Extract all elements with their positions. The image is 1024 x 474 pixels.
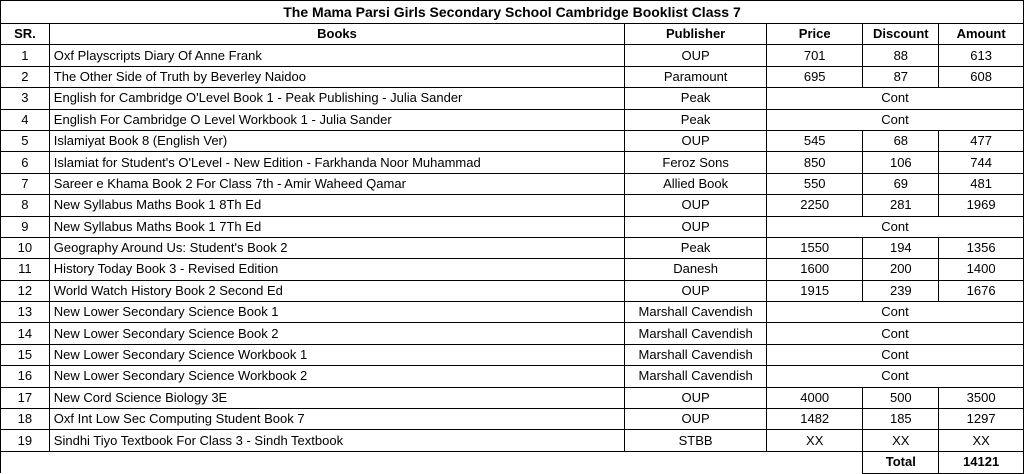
cell-price: XX — [767, 430, 863, 451]
header-amount: Amount — [939, 24, 1024, 45]
cell-publisher: Peak — [625, 109, 767, 130]
cell-publisher: STBB — [625, 430, 767, 451]
cell-sr: 19 — [1, 430, 50, 451]
cell-book: Islamiyat Book 8 (English Ver) — [49, 130, 624, 151]
cell-book: World Watch History Book 2 Second Ed — [49, 280, 624, 301]
cell-sr: 9 — [1, 216, 50, 237]
table-row — [1, 430, 1024, 451]
table-row — [1, 216, 1024, 237]
title-row — [1, 1, 1024, 24]
table-row — [1, 387, 1024, 408]
header-publisher: Publisher — [625, 24, 767, 45]
cell-price: 550 — [767, 173, 863, 194]
cell-cont: Cont — [767, 366, 1024, 387]
cell-book: Sindhi Tiyo Textbook For Class 3 - Sindh Textbook — [49, 430, 624, 451]
table-row — [1, 409, 1024, 430]
booklist-title: The Mama Parsi Girls Secondary School Cambridge Booklist Class 7 — [1, 1, 1024, 24]
cell-amount: 1969 — [939, 195, 1024, 216]
cell-amount: 3500 — [939, 387, 1024, 408]
table-row — [1, 173, 1024, 194]
cell-publisher: OUP — [625, 387, 767, 408]
cell-sr: 17 — [1, 387, 50, 408]
table-row — [1, 66, 1024, 87]
cell-sr: 1 — [1, 45, 50, 66]
header-sr: SR. — [1, 24, 50, 45]
cell-book: Islamiat for Student's O'Level - New Edition - Farkhanda Noor Muhammad — [49, 152, 624, 173]
table-row — [1, 195, 1024, 216]
cell-discount: 185 — [863, 409, 939, 430]
cell-publisher: Marshall Cavendish — [625, 344, 767, 365]
cell-book: New Syllabus Maths Book 1 8Th Ed — [49, 195, 624, 216]
cell-discount: 500 — [863, 387, 939, 408]
cell-publisher: OUP — [625, 130, 767, 151]
cell-cont: Cont — [767, 302, 1024, 323]
cell-cont: Cont — [767, 216, 1024, 237]
cell-price: 695 — [767, 66, 863, 87]
cell-amount: 608 — [939, 66, 1024, 87]
header-books: Books — [49, 24, 624, 45]
cell-publisher: OUP — [625, 45, 767, 66]
cell-sr: 15 — [1, 344, 50, 365]
total-row — [1, 451, 1024, 473]
cell-book: New Lower Secondary Science Book 1 — [49, 302, 624, 323]
cell-publisher: Allied Book — [625, 173, 767, 194]
cell-book: New Lower Secondary Science Workbook 2 — [49, 366, 624, 387]
cell-book: Geography Around Us: Student's Book 2 — [49, 237, 624, 258]
cell-price: 1915 — [767, 280, 863, 301]
cell-publisher: Marshall Cavendish — [625, 302, 767, 323]
cell-book: New Lower Secondary Science Workbook 1 — [49, 344, 624, 365]
cell-sr: 12 — [1, 280, 50, 301]
cell-book: New Lower Secondary Science Book 2 — [49, 323, 624, 344]
cell-publisher: Marshall Cavendish — [625, 366, 767, 387]
cell-sr: 5 — [1, 130, 50, 151]
cell-sr: 3 — [1, 88, 50, 109]
cell-sr: 14 — [1, 323, 50, 344]
cell-book: New Cord Science Biology 3E — [49, 387, 624, 408]
total-label: Total — [863, 451, 939, 473]
cell-book: Oxf Playscripts Diary Of Anne Frank — [49, 45, 624, 66]
cell-publisher: Peak — [625, 88, 767, 109]
cell-amount: 477 — [939, 130, 1024, 151]
cell-sr: 8 — [1, 195, 50, 216]
cell-price: 4000 — [767, 387, 863, 408]
cell-discount: 69 — [863, 173, 939, 194]
total-amount: 14121 — [939, 451, 1024, 473]
cell-sr: 10 — [1, 237, 50, 258]
cell-sr: 16 — [1, 366, 50, 387]
table-row — [1, 323, 1024, 344]
cell-discount: 68 — [863, 130, 939, 151]
cell-cont: Cont — [767, 88, 1024, 109]
cell-sr: 7 — [1, 173, 50, 194]
cell-price: 1482 — [767, 409, 863, 430]
cell-amount: 481 — [939, 173, 1024, 194]
cell-book: Oxf Int Low Sec Computing Student Book 7 — [49, 409, 624, 430]
cell-publisher: Danesh — [625, 259, 767, 280]
cell-discount: 281 — [863, 195, 939, 216]
cell-amount: 1400 — [939, 259, 1024, 280]
cell-book: Sareer e Khama Book 2 For Class 7th - Amir Waheed Qamar — [49, 173, 624, 194]
cell-publisher: OUP — [625, 409, 767, 430]
header-discount: Discount — [863, 24, 939, 45]
cell-book: The Other Side of Truth by Beverley Naidoo — [49, 66, 624, 87]
cell-amount: 1356 — [939, 237, 1024, 258]
cell-discount: 88 — [863, 45, 939, 66]
cell-publisher: Marshall Cavendish — [625, 323, 767, 344]
cell-book: New Syllabus Maths Book 1 7Th Ed — [49, 216, 624, 237]
table-row — [1, 152, 1024, 173]
cell-discount: XX — [863, 430, 939, 451]
cell-price: 545 — [767, 130, 863, 151]
table-row — [1, 344, 1024, 365]
cell-sr: 11 — [1, 259, 50, 280]
cell-cont: Cont — [767, 323, 1024, 344]
cell-price: 2250 — [767, 195, 863, 216]
table-row — [1, 237, 1024, 258]
cell-sr: 6 — [1, 152, 50, 173]
cell-sr: 18 — [1, 409, 50, 430]
table-row — [1, 366, 1024, 387]
cell-cont: Cont — [767, 109, 1024, 130]
table-row — [1, 45, 1024, 66]
cell-amount: 613 — [939, 45, 1024, 66]
cell-publisher: Feroz Sons — [625, 152, 767, 173]
cell-discount: 87 — [863, 66, 939, 87]
cell-price: 1600 — [767, 259, 863, 280]
cell-sr: 2 — [1, 66, 50, 87]
total-blank-cell — [1, 451, 863, 473]
cell-discount: 200 — [863, 259, 939, 280]
cell-publisher: OUP — [625, 280, 767, 301]
cell-amount: XX — [939, 430, 1024, 451]
cell-book: English For Cambridge O Level Workbook 1 - Julia Sander — [49, 109, 624, 130]
table-row — [1, 259, 1024, 280]
cell-sr: 13 — [1, 302, 50, 323]
cell-price: 1550 — [767, 237, 863, 258]
table-row — [1, 130, 1024, 151]
table-row — [1, 109, 1024, 130]
cell-amount: 1297 — [939, 409, 1024, 430]
cell-amount: 1676 — [939, 280, 1024, 301]
cell-book: English for Cambridge O'Level Book 1 - Peak Publishing - Julia Sander — [49, 88, 624, 109]
table-row — [1, 280, 1024, 301]
header-price: Price — [767, 24, 863, 45]
cell-discount: 194 — [863, 237, 939, 258]
cell-publisher: Peak — [625, 237, 767, 258]
cell-discount: 106 — [863, 152, 939, 173]
cell-amount: 744 — [939, 152, 1024, 173]
table-row — [1, 302, 1024, 323]
table-row — [1, 88, 1024, 109]
cell-price: 701 — [767, 45, 863, 66]
cell-cont: Cont — [767, 344, 1024, 365]
cell-discount: 239 — [863, 280, 939, 301]
cell-book: History Today Book 3 - Revised Edition — [49, 259, 624, 280]
cell-publisher: OUP — [625, 195, 767, 216]
cell-publisher: OUP — [625, 216, 767, 237]
header-row — [1, 24, 1024, 45]
cell-publisher: Paramount — [625, 66, 767, 87]
cell-sr: 4 — [1, 109, 50, 130]
cell-price: 850 — [767, 152, 863, 173]
